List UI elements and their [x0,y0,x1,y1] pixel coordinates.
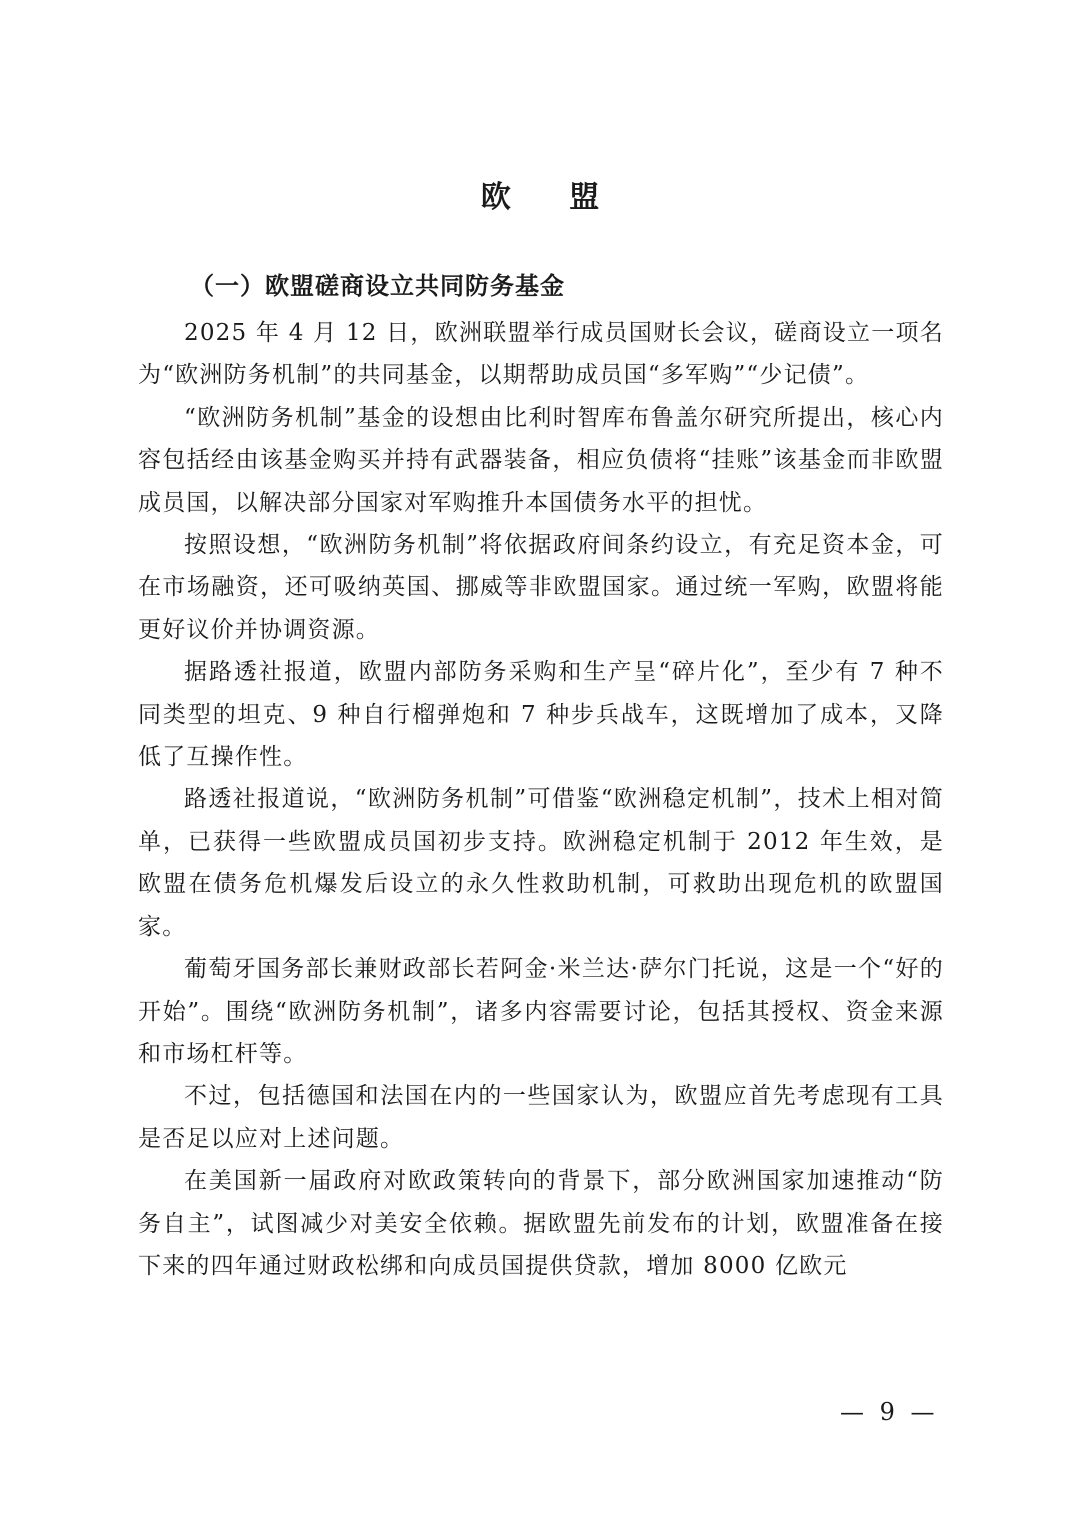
page-title: 欧 盟 [480,180,624,215]
paragraph: “欧洲防务机制”基金的设想由比利时智库布鲁盖尔研究所提出，核心内容包括经由该基金购买并持有武器装备，相应负债将“挂账”该基金而非欧盟成员国，以解决部分国家对军购推升本国债务水平的担忧。 [138,404,944,516]
body-text [138,312,944,1287]
paragraph: 葡萄牙国务部长兼财政部长若阿金·米兰达·萨尔门托说，这是一个“好的开始”。围绕“欧洲防务机制”，诸多内容需要讨论，包括其授权、资金来源和市场杠杆等。 [138,956,944,1067]
paragraph: 2025 年 4 月 12 日，欧洲联盟举行成员国财长会议，磋商设立一项名为“欧洲防务机制”的共同基金，以期帮助成员国“多军购”“少记债”。 [138,320,944,389]
paragraph: 路透社报道说，“欧洲防务机制”可借鉴“欧洲稳定机制”，技术上相对简单，已获得一些欧盟成员国初步支持。欧洲稳定机制于 2012 年生效，是欧盟在债务危机爆发后设立的永久性救助机制，可救助出现危机的欧盟国家。 [138,786,944,940]
paragraph: 在美国新一届政府对欧政策转向的背景下，部分欧洲国家加速推动“防务自主”，试图减少对美安全依赖。据欧盟先前发布的计划，欧盟准备在接下来的四年通过财政松绑和向成员国提供贷款，增加 8000 亿欧元 [138,1168,944,1279]
paragraph: 不过，包括德国和法国在内的一些国家认为，欧盟应首先考虑现有工具是否足以应对上述问题。 [138,1083,944,1152]
page-number: — 9 — [840,1398,939,1426]
paragraph: 据路透社报道，欧盟内部防务采购和生产呈“碎片化”，至少有 7 种不同类型的坦克、9 种自行榴弹炮和 7 种步兵战车，这既增加了成本，又降低了互操作性。 [138,659,944,771]
section-heading: （一）欧盟磋商设立共同防务基金 [190,271,565,300]
paragraph: 按照设想，“欧洲防务机制”将依据政府间条约设立，有充足资本金，可在市场融资，还可吸纳英国、挪威等非欧盟国家。通过统一军购，欧盟将能更好议价并协调资源。 [138,532,944,643]
